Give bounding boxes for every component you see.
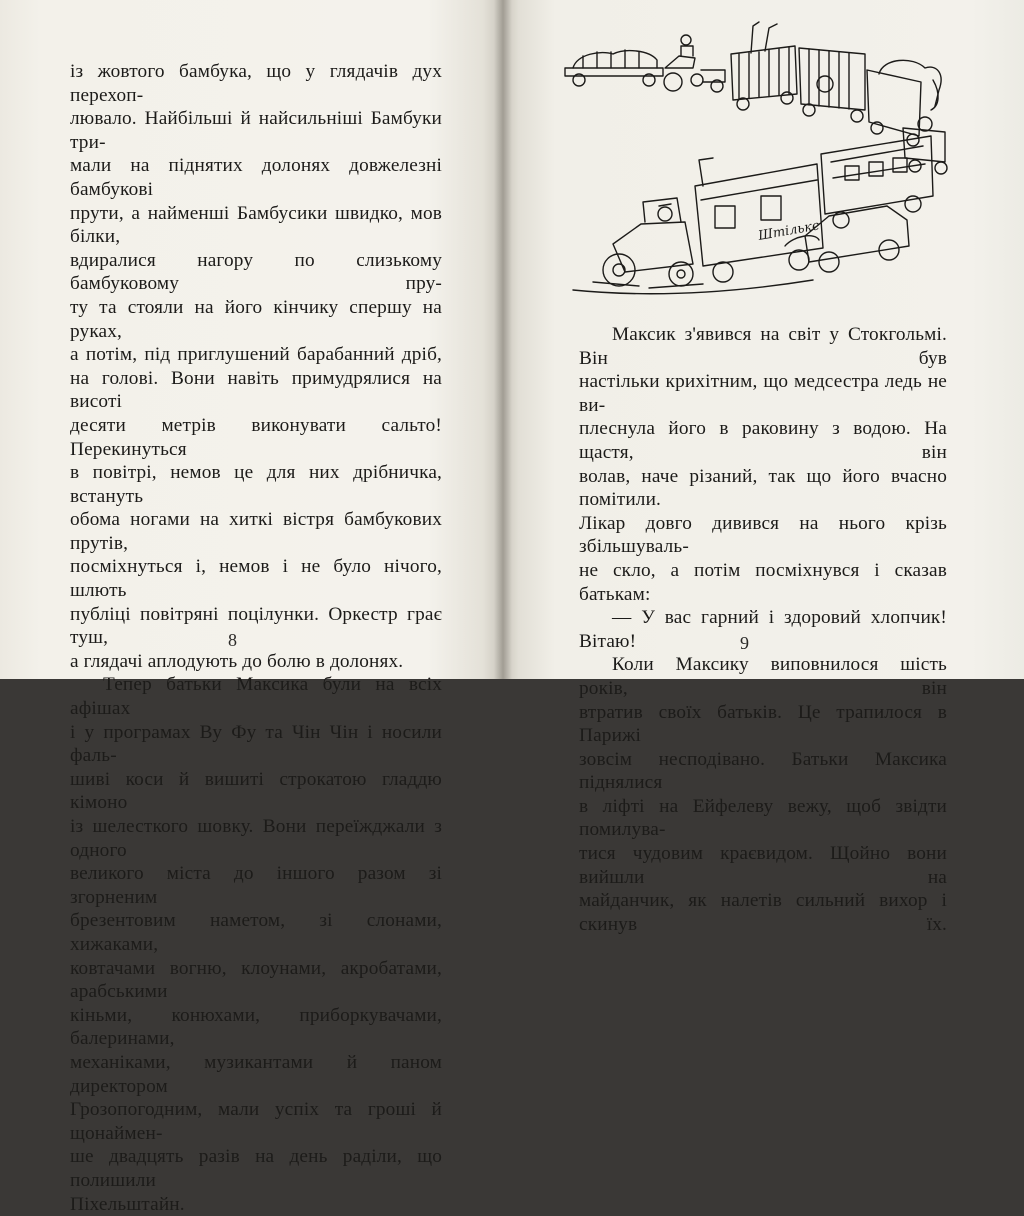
- text-line: ше двадцять разів на день раділи, що полишили: [70, 1145, 442, 1192]
- text-line: обома ногами на хиткі вістря бамбукових прутів,: [70, 508, 442, 555]
- right-page: [503, 0, 1024, 679]
- text-line: втратив своїх батьків. Це трапилося в Парижі: [579, 701, 947, 748]
- text-line: брезентовим наметом, зі слонами, хижаками,: [70, 909, 442, 956]
- text-line: Лікар довго дивився на нього крізь збільшуваль-: [579, 512, 947, 559]
- text-line: не скло, а потім посміхнувся і сказав батькам:: [579, 559, 947, 606]
- text-line: вдиралися нагору по слизькому бамбуковому пру-: [70, 249, 442, 296]
- text-line: ту та стояли на його кінчику спершу на руках,: [70, 296, 442, 343]
- circus-convoy-illustration-icon: [565, 22, 947, 294]
- book-gutter: [494, 0, 512, 679]
- text-line: — У вас гарний і здоровий хлопчик! Вітаю!: [579, 606, 947, 653]
- text-line: в ліфті на Ейфелеву вежу, щоб звідти помилува-: [579, 795, 947, 842]
- text-line: посміхнуться і, немов і не було нічого, шлють: [70, 555, 442, 602]
- text-line: публіці повітряні поцілунки. Оркестр грає туш,: [70, 603, 442, 650]
- text-line: зовсім несподівано. Батьки Максика піднялися: [579, 748, 947, 795]
- wagon-label: Штільке: [756, 218, 821, 244]
- text-line: Тепер батьки Максика були на всіх афішах: [70, 673, 442, 720]
- text-line: на голові. Вони навіть примудрялися на висоті: [70, 367, 442, 414]
- text-line: мали на піднятих долонях довжелезні бамбукові: [70, 154, 442, 201]
- text-line: із жовтого бамбука, що у глядачів дух перехоп-: [70, 60, 442, 107]
- text-line: плеснула його в раковину з водою. На щастя, він: [579, 417, 947, 464]
- text-line: кіньми, конюхами, приборкувачами, балеринами,: [70, 1004, 442, 1051]
- text-line: а глядачі аплодують до болю в долонях.: [70, 650, 442, 674]
- text-line: механіками, музикантами й паном директором: [70, 1051, 442, 1098]
- text-line: Піхельштайн.: [70, 1193, 442, 1216]
- left-page-text: [70, 60, 442, 1216]
- text-line: лювало. Найбільші й найсильніші Бамбуки три-: [70, 107, 442, 154]
- text-line: із шелесткого шовку. Вони переїжджали з одного: [70, 815, 442, 862]
- text-line: в повітрі, немов це для них дрібничка, встануть: [70, 461, 442, 508]
- text-line: майданчик, як налетів сильний вихор і скинув їх.: [579, 889, 947, 936]
- page-number: 8: [228, 630, 237, 651]
- text-line: Коли Максику виповнилося шість років, він: [579, 653, 947, 700]
- text-line: ковтачами вогню, клоунами, акробатами, арабськими: [70, 957, 442, 1004]
- text-line: тися чудовим краєвидом. Щойно вони вийшли на: [579, 842, 947, 889]
- text-line: Максик з'явився на світ у Стокгольмі. Він був: [579, 323, 947, 370]
- right-page-text: [579, 323, 947, 936]
- text-line: великого міста до іншого разом зі згорненим: [70, 862, 442, 909]
- text-line: прути, а найменші Бамбусики швидко, мов білки,: [70, 202, 442, 249]
- text-line: Грозопогодним, мали успіх та гроші й щонаймен-: [70, 1098, 442, 1145]
- circus-convoy-illustration: [553, 10, 1003, 300]
- text-line: а потім, під приглушений барабанний дріб,: [70, 343, 442, 367]
- text-line: настільки крихітним, що медсестра ледь не ви-: [579, 370, 947, 417]
- page-number: 9: [740, 633, 749, 654]
- text-line: і у програмах Ву Фу та Чін Чін і носили фаль-: [70, 721, 442, 768]
- text-line: десяти метрів виконувати сальто! Перекинуться: [70, 414, 442, 461]
- left-page: [0, 0, 503, 679]
- text-line: волав, наче різаний, так що його вчасно помітили.: [579, 465, 947, 512]
- text-line: шиві коси й вишиті строкатою гладдю кімоно: [70, 768, 442, 815]
